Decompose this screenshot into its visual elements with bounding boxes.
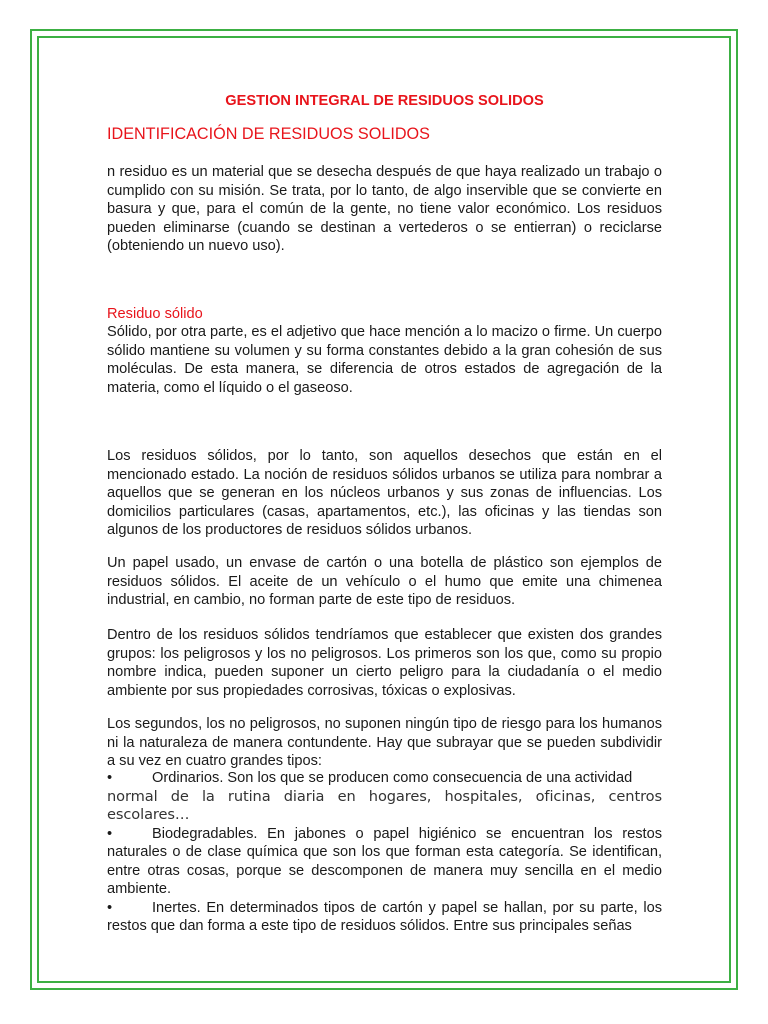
intro-paragraph: n residuo es un material que se desecha después de que haya realizado un trabajo o cumplido con su misión. Se trata, por lo tanto, de algo inservible que se convierte en basura y que, para el común de la gente, no tiene valor económico. Los residuos pueden eliminarse (cuando se destinan a vertederos o se entierran) o reciclarse (obteniendo un nuevo uso). bbox=[107, 164, 662, 254]
section-heading: Residuo sólido bbox=[107, 306, 203, 322]
bullet-marker: • bbox=[107, 770, 113, 786]
bullet-1-text-b: normal de la rutina diaria en hogares, hospitales, oficinas, centros escolares… bbox=[107, 787, 662, 823]
bullet-3-text: Inertes. En determinados tipos de cartón y papel se hallan, por su parte, los restos que dan forma a este tipo de residuos sólidos. Entre sus principales señas bbox=[107, 899, 662, 934]
bullet-marker: • bbox=[107, 899, 113, 916]
paragraph-1: Los residuos sólidos, por lo tanto, son aquellos desechos que están en el mencionado estado. La noción de residuos sólidos urbanos se utiliza para nombrar a aquellos que se generan en los núcleos urbanos y sus zonas de influencias. Los domicilios particulares (casas, apartamentos, etc.), las oficinas y las tiendas son algunos de los productores de residuos sólidos urbanos. bbox=[107, 448, 662, 538]
bullet-list bbox=[107, 769, 662, 936]
paragraph-2: Un papel usado, un envase de cartón o una botella de plástico son ejemplos de residuos sólidos. El aceite de un vehículo o el humo que emite una chimenea industrial, en cambio, no forman parte de este tipo de residuos. bbox=[107, 555, 662, 608]
bullet-1-text-a: Ordinarios. Son los que se producen como consecuencia de una actividad bbox=[152, 770, 633, 786]
paragraph-3: Dentro de los residuos sólidos tendríamos que establecer que existen dos grandes grupos: los peligrosos y los no peligrosos. Los primeros son los que, como su propio nombre indica, pueden suponer un cierto peligro para la ciudadanía o el medio ambiente por sus propiedades corrosivas, tóxicas o explosivas. bbox=[107, 627, 662, 699]
document-title: GESTION INTEGRAL DE RESIDUOS SOLIDOS bbox=[225, 93, 544, 109]
document-subtitle: IDENTIFICACIÓN DE RESIDUOS SOLIDOS bbox=[107, 125, 430, 143]
list-item bbox=[107, 769, 662, 788]
bullet-marker: • bbox=[107, 825, 113, 842]
list-item bbox=[107, 899, 662, 936]
section-paragraph: Sólido, por otra parte, es el adjetivo que hace mención a lo macizo o firme. Un cuerpo sólido mantiene su volumen y su forma constantes debido a la gran cohesión de sus moléculas. De esta manera, se diferencia de otros estados de agregación de la materia, como el líquido o el gaseoso. bbox=[107, 324, 662, 396]
bullet-2-text: Biodegradables. En jabones o papel higiénico se encuentran los restos naturales o de clase química que son los que forman esta categoría. Se identifican, entre otras cosas, porque se descomponen de manera muy sencilla en el medio ambiente. bbox=[107, 825, 662, 897]
list-item bbox=[107, 825, 662, 899]
paragraph-4: Los segundos, los no peligrosos, no suponen ningún tipo de riesgo para los humanos ni la naturaleza de manera contundente. Hay que subrayar que se pueden subdividir a su vez en cuatro grandes tipos: bbox=[107, 716, 662, 769]
